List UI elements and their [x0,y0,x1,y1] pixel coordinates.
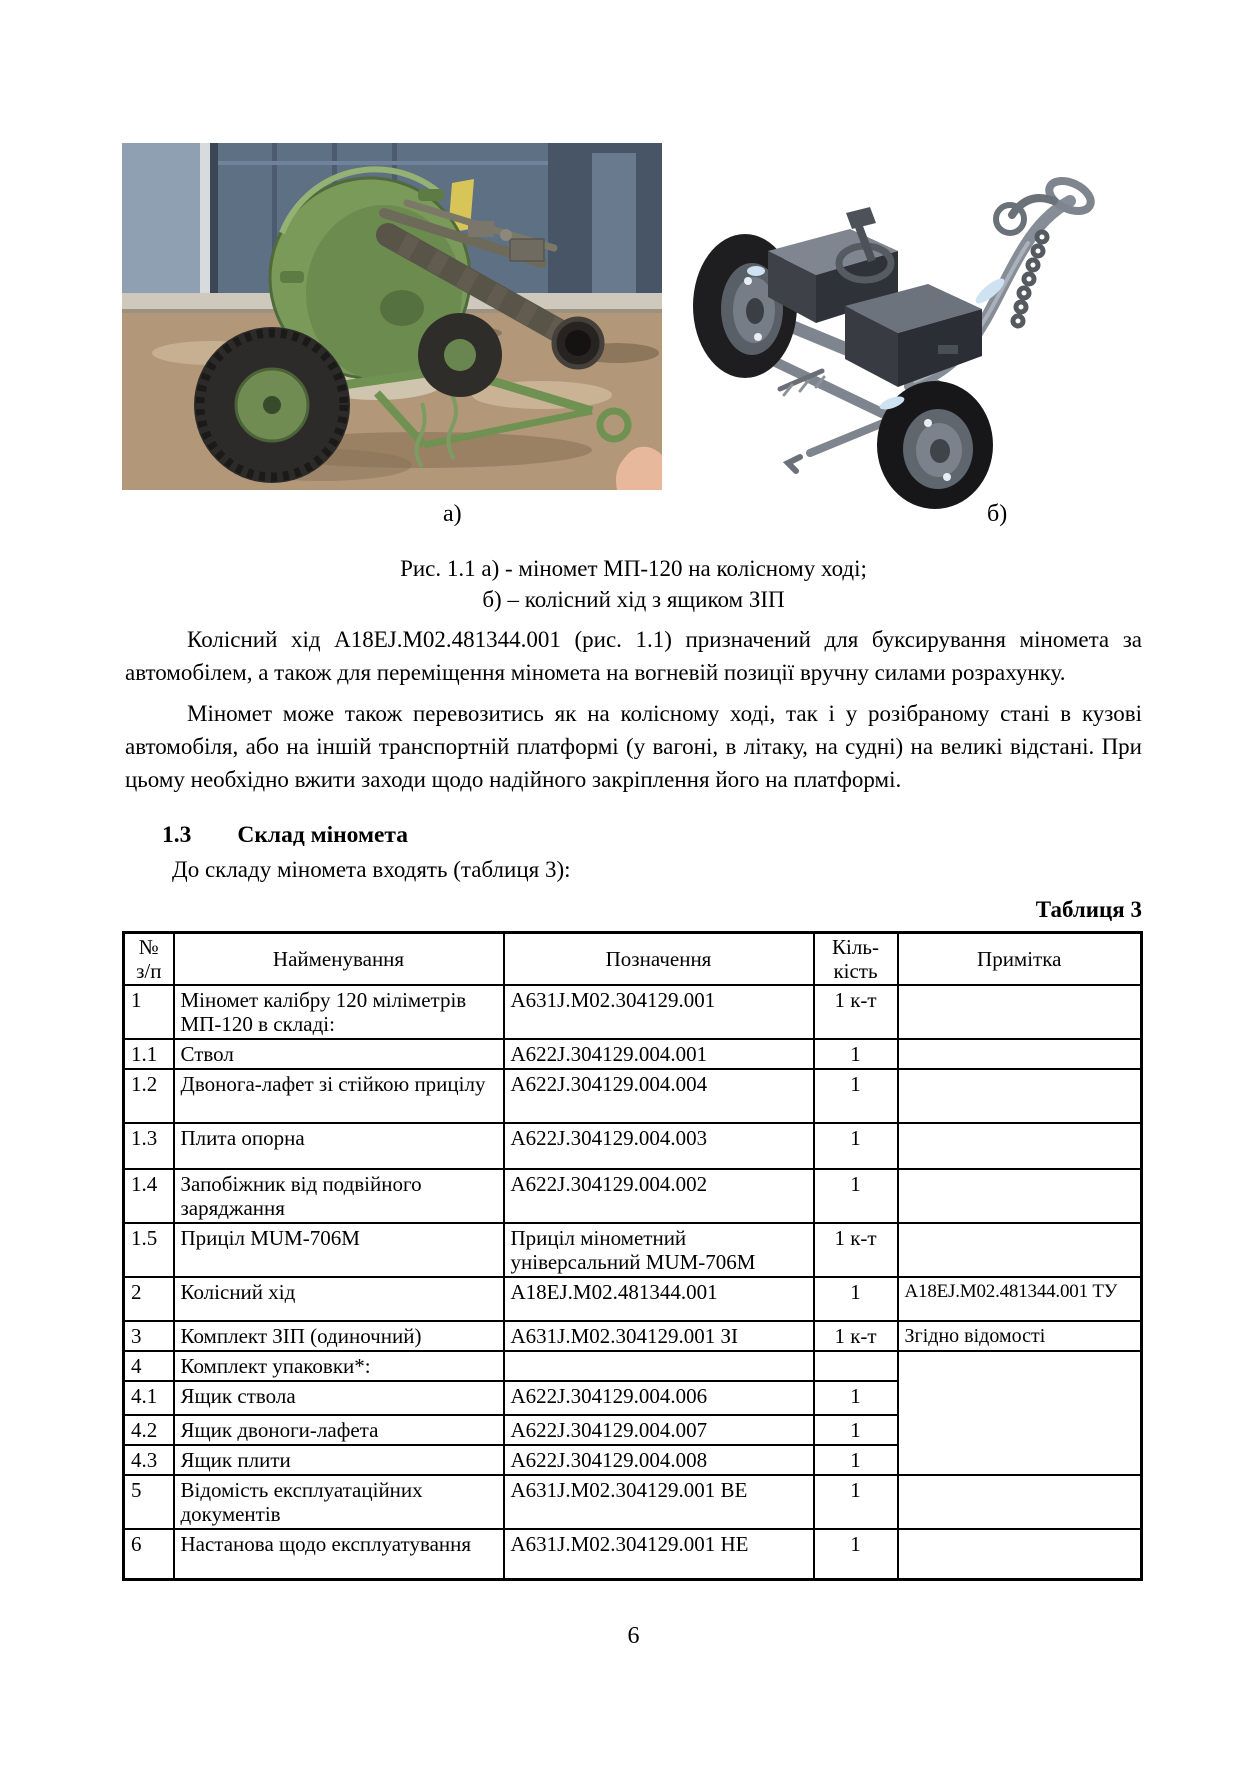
table-row [124,1529,1142,1579]
cell-designation: А631J.М02.304129.001 [504,985,814,1039]
cell-designation [504,1351,814,1381]
cell-quantity: 1 [814,1277,898,1321]
table-row [124,1351,1142,1381]
table-intro: До складу міномета входять (таблиця 3): [172,857,571,882]
cell-note [898,1123,1142,1169]
cell-row-number: 1.3 [124,1123,174,1169]
col-header-note: Примітка [898,933,1142,986]
section-heading [162,822,1142,849]
cell-quantity: 1 [814,1475,898,1529]
cell-quantity: 1 к-т [814,1321,898,1351]
col-header-num: № з/п [124,933,174,986]
cell-row-number: 1 [124,985,174,1039]
cell-note [898,1529,1142,1579]
cell-row-number: 3 [124,1321,174,1351]
col-header-name: Найменування [174,933,504,986]
figure-label-b: б) [987,501,1008,527]
cell-name: Міномет калібру 120 міліметрів МП-120 в складі: [174,985,504,1039]
table-header-row [124,933,1142,986]
section-number: 1.3 [162,822,192,848]
table-row [124,1069,1142,1123]
cell-note [898,1475,1142,1529]
cell-name: Настанова щодо експлуатування [174,1529,504,1579]
cell-note [898,985,1142,1039]
table-row [124,1039,1142,1069]
cell-designation: А631J.М02.304129.001 ВЕ [504,1475,814,1529]
cell-designation: А622J.304129.004.004 [504,1069,814,1123]
cell-note [898,1039,1142,1069]
col-header-qty: Кіль- кість [814,933,898,986]
photo-mortar-on-wheeled-carriage [122,143,662,490]
cell-designation: А18ЕJ.М02.481344.001 [504,1277,814,1321]
cell-name: Ствол [174,1039,504,1069]
cell-designation: А622J.304129.004.006 [504,1381,814,1415]
cell-row-number: 4.1 [124,1381,174,1415]
table-row [124,985,1142,1039]
table-row [124,1475,1142,1529]
cell-quantity: 1 [814,1039,898,1069]
cell-name: Приціл MUM-706М [174,1223,504,1277]
cell-quantity: 1 [814,1415,898,1445]
table-label: Таблиця 3 [1035,897,1142,922]
table-row [124,1169,1142,1223]
cell-designation: А622J.304129.004.003 [504,1123,814,1169]
cell-quantity: 1 [814,1381,898,1415]
cell-row-number: 1.5 [124,1223,174,1277]
cell-row-number: 1.2 [124,1069,174,1123]
paragraph-transport: Міномет може також перевозитись як на колісному ході, так і у розібраному стані в кузові автомобіля, або на іншій транспортній платформі (у вагоні, в літаку, на судні) на великі відстані. При цьому необхідно вжити заходи щодо надійного закріплення його на платформі. [125,701,1142,792]
cell-designation: А622J.304129.004.007 [504,1415,814,1445]
render-wheeled-carriage-with-zip-box [660,151,1100,519]
cell-note-merged [898,1351,1142,1475]
cell-designation: Приціл мінометний універсальний MUM-706М [504,1223,814,1277]
cell-quantity [814,1351,898,1381]
section-title: Склад міномета [237,822,408,848]
cell-name: Комплект упаковки*: [174,1351,504,1381]
page-number: 6 [627,1622,640,1649]
paragraph-towing: Колісний хід А18ЕJ.М02.481344.001 (рис. 1.1) призначений для буксирування міномета за автомобілем, а також для переміщення міномета на вогневій позиції вручну силами розрахунку. [125,627,1142,685]
composition-table [122,931,1143,1581]
cell-name: Ящик двоноги-лафета [174,1415,504,1445]
cell-row-number: 4.3 [124,1445,174,1475]
cell-quantity: 1 [814,1069,898,1123]
cell-quantity: 1 к-т [814,1223,898,1277]
figure-label-a: а) [443,501,462,527]
cell-row-number: 4.2 [124,1415,174,1445]
cell-quantity: 1 [814,1445,898,1475]
table-row [124,1223,1142,1277]
cell-row-number: 1.1 [124,1039,174,1069]
cell-note [898,1069,1142,1123]
cell-name: Двонога-лафет зі стійкою прицілу [174,1069,504,1123]
cell-quantity: 1 [814,1123,898,1169]
cell-quantity: 1 к-т [814,985,898,1039]
figure-caption-line1: Рис. 1.1 а) - міномет МП-120 на колісному ході; [400,556,867,581]
left-wheel [194,327,350,483]
cell-name: Ящик ствола [174,1381,504,1415]
cell-name: Колісний хід [174,1277,504,1321]
cell-name: Ящик плити [174,1445,504,1475]
cell-note: А18ЕJ.М02.481344.001 ТУ [898,1277,1142,1321]
cell-name: Плита опорна [174,1123,504,1169]
figure-caption-line2: б) – колісний хід з ящиком ЗІП [482,587,785,612]
cell-name: Запобіжник від подвійного заряджання [174,1169,504,1223]
figure-caption [125,553,1142,615]
cell-row-number: 2 [124,1277,174,1321]
col-header-designation: Позначення [504,933,814,986]
table-row [124,1123,1142,1169]
cell-row-number: 6 [124,1529,174,1579]
cell-name: Комплект ЗІП (одиночний) [174,1321,504,1351]
figure-1-1 [125,143,1142,545]
cell-row-number: 4 [124,1351,174,1381]
cell-designation: А622J.304129.004.002 [504,1169,814,1223]
table-row [124,1321,1142,1351]
table-row [124,1277,1142,1321]
cell-name: Відомість експлуатаційних документів [174,1475,504,1529]
cell-designation: А631J.М02.304129.001 ЗІ [504,1321,814,1351]
cell-row-number: 5 [124,1475,174,1529]
cell-quantity: 1 [814,1529,898,1579]
cell-note: Згідно відомості [898,1321,1142,1351]
cell-designation: А622J.304129.004.008 [504,1445,814,1475]
cell-note [898,1169,1142,1223]
cell-note [898,1223,1142,1277]
cell-designation: А631J.М02.304129.001 НЕ [504,1529,814,1579]
right-wheel [418,313,502,397]
cell-row-number: 1.4 [124,1169,174,1223]
cell-designation: А622J.304129.004.001 [504,1039,814,1069]
cell-quantity: 1 [814,1169,898,1223]
